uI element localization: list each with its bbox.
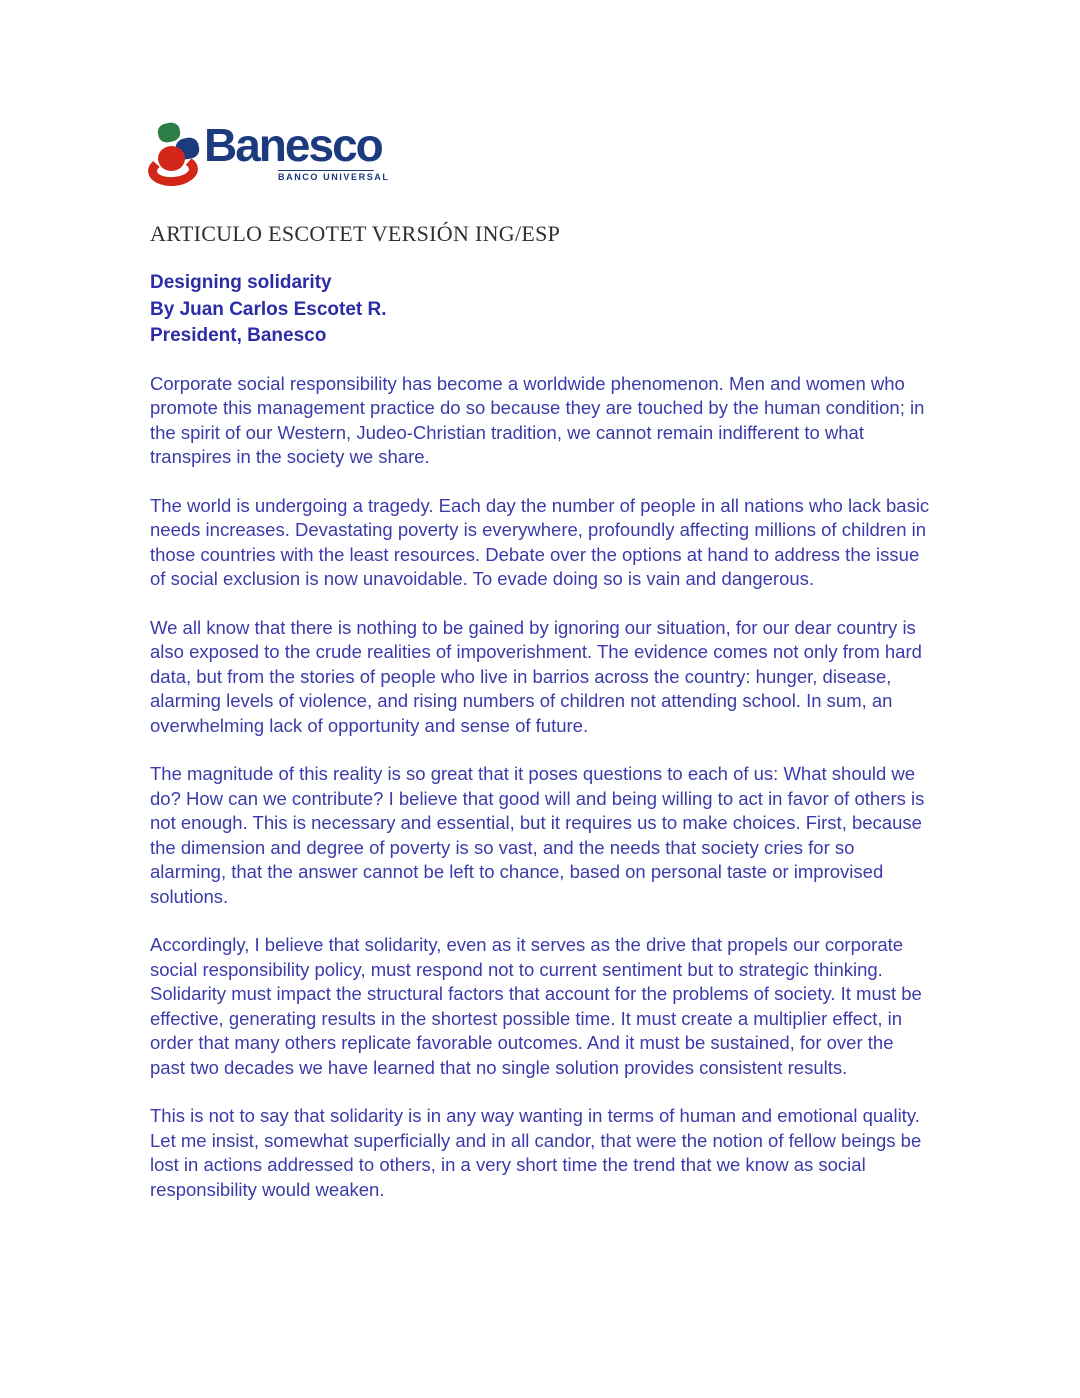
logo-tagline: BANCO UNIVERSAL: [278, 172, 390, 182]
article-title: Designing solidarity: [150, 272, 332, 293]
article-paragraph-1: Corporate social responsibility has become a worldwide phenomenon. Men and women who promote this management practice do so because they are touched by the human condition; in the spirit of our Western, Judeo-Christian tradition, we cannot remain indifferent to what transpires in the society we share.: [150, 372, 925, 467]
article-body: [150, 372, 932, 1203]
article-paragraph-2: The world is undergoing a tragedy. Each day the number of people in all nations who lack basic needs increases. Devastating poverty is everywhere, profoundly affecting millions of children in those countries with the least resources. Debate over the options at hand to address the issue of social exclusion is now unavoidable. To evade doing so is vain and dangerous.: [150, 494, 930, 589]
article-paragraph-6: This is not to say that solidarity is in any way wanting in terms of human and emotional quality. Let me insist, somewhat superficially and in all candor, that were the notion of fellow beings be lost in actions addressed to others, in a very short time the trend that we know as social responsibility would weaken.: [150, 1105, 922, 1200]
banesco-logo-icon: [148, 118, 206, 186]
article-paragraph-4: The magnitude of this reality is so great that it poses questions to each of us: What should we do? How can we contribute? I believe that good will and being willing to act in favor of others is not enough. This is necessary and essential, but it requires us to make choices. First, because the dimension and degree of poverty is so vast, and the needs that society cries for so alarming, that the answer cannot be left to chance, based on personal taste or improvised solutions.: [150, 763, 925, 907]
article-author: By Juan Carlos Escotet R.: [150, 298, 387, 320]
article-title-block: [150, 270, 932, 350]
article-author-role: President, Banesco: [150, 325, 327, 346]
article-paragraph-3: We all know that there is nothing to be gained by ignoring our situation, for our dear country is also exposed to the crude realities of impoverishment. The evidence comes not only from hard data, but from the stories of people who live in barrios across the country: hunger, disease, alarming levels of violence, and rising numbers of children not attending school. In sum, an overwhelming lack of opportunity and sense of future.: [150, 616, 922, 736]
logo-red-crescent-icon: [147, 152, 199, 187]
article-paragraph-5: Accordingly, I believe that solidarity, even as it serves as the drive that propels our corporate social responsibility policy, must respond not to current sentiment but to strategic thinking. Solidarity must impact the structural factors that account for the problems of society. It must be effective, generating results in the shortest possible time. It must create a multiplier effect, in order that many others replicate favorable outcomes. And it must be sustained, for over the past two decades we have learned that no single solution provides consistent results.: [150, 934, 922, 1078]
document-content: [150, 270, 932, 1226]
document-heading: ARTICULO ESCOTET VERSIÓN ING/ESP: [150, 221, 561, 246]
banesco-logo: [148, 118, 408, 188]
logo-wordmark: Banesco: [204, 119, 382, 171]
